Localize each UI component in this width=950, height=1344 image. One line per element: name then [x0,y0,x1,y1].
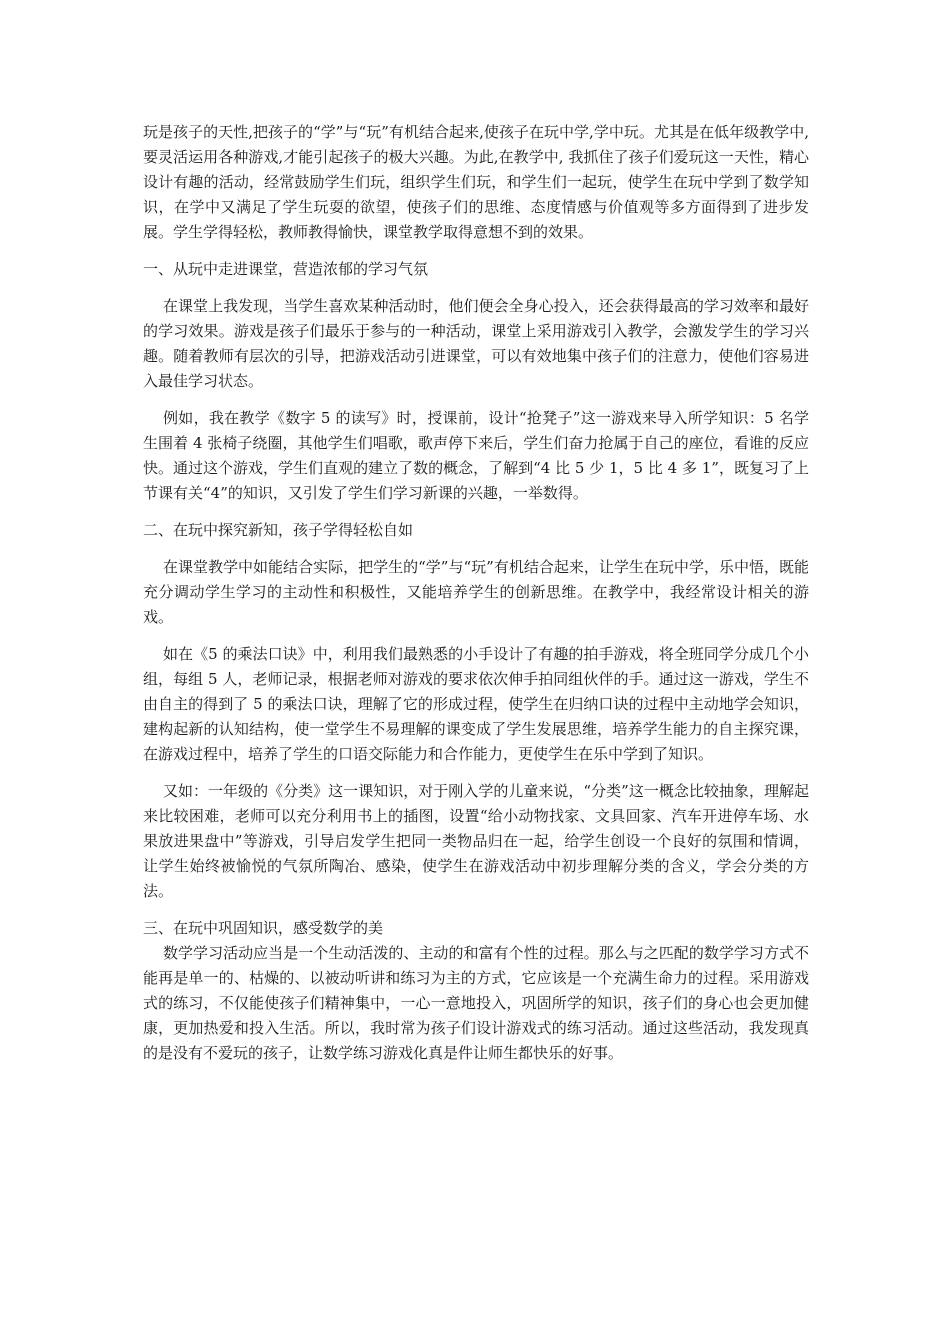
section-1-paragraph-1: 在课堂上我发现，当学生喜欢某种活动时，他们便会全身心投入，还会获得最高的学习效率和最好的学习效果。游戏是孩子们最乐于参与的一种活动，课堂上采用游戏引入教学，会激发学生的学习兴趣。随着教师有层次的引导，把游戏活动引进课堂，可以有效地集中孩子们的注意力，使他们容易进入最佳学习状态。 [143,297,809,390]
section-1-paragraph-2: 例如，我在教学《数字 5 的读写》时，授课前，设计“抢凳子”这一游戏来导入所学知识：5 名学生围着 4 张椅子绕圈，其他学生们唱歌，歌声停下来后，学生们奋力抢属于自己的座位，看谁的反应快。通过这个游戏，学生们直观的建立了数的概念，了解到“4 比 5 少 1，5 比 4 多 1”，既复习了上节课有关“4”的知识，又引发了学生们学习新课的兴趣，一举数得。 [143,409,809,502]
document-page [143,120,809,1066]
section-2-heading: 二、在玩中探究新知，孩子学得轻松自如 [143,521,414,539]
section-2-paragraph-3: 又如：一年级的《分类》这一课知识，对于刚入学的儿童来说，“分类”这一概念比较抽象，理解起来比较困难，老师可以充分利用书上的插图，设置“给小动物找家、文具回家、汽车开进停车场、水果放进果盘中”等游戏，引导启发学生把同一类物品归在一起，给学生创设一个良好的氛围和情调，让学生始终被愉悦的气氛所陶冶、感染，使学生在游戏活动中初步理解分类的含义，学会分类的方法。 [143,782,809,900]
intro-paragraph: 玩是孩子的天性,把孩子的“学”与“玩”有机结合起来,使孩子在玩中学,学中玩。尤其是在低年级教学中,要灵活运用各种游戏,才能引起孩子的极大兴趣。为此,在教学中, 我抓住了孩子们爱玩这一天性，精心设计有趣的活动，经常鼓励学生们玩，组织学生们玩，和学生们一起玩，使学生在玩中学到了数学知识，在学中又满足了学生玩耍的欲望，使孩子们的思维、态度情感与价值观等多方面得到了进步发展。学生学得轻松，教师教得愉快，课堂教学取得意想不到的效果。 [143,123,809,241]
section-2-paragraph-1: 在课堂教学中如能结合实际，把学生的“学”与“玩”有机结合起来，让学生在玩中学，乐中悟，既能充分调动学生学习的主动性和积极性，又能培养学生的创新思维。在教学中，我经常设计相关的游戏。 [143,558,809,626]
section-3-heading: 三、在玩中巩固知识，感受数学的美 [143,919,384,937]
section-3-paragraph-1: 数学学习活动应当是一个生动活泼的、主动的和富有个性的过程。那么与之匹配的数学学习方式不能再是单一的、枯燥的、以被动听讲和练习为主的方式，它应该是一个充满生命力的过程。采用游戏式的练习，不仅能使孩子们精神集中，一心一意地投入，巩固所学的知识，孩子们的身心也会更加健康，更加热爱和投入生活。所以，我时常为孩子们设计游戏式的练习活动。通过这些活动，我发现真的是没有不爱玩的孩子，让数学练习游戏化真是件让师生都快乐的好事。 [143,944,809,1062]
section-1-heading: 一、从玩中走进课堂，营造浓郁的学习气氛 [143,260,429,278]
section-2-paragraph-2: 如在《5 的乘法口诀》中，利用我们最熟悉的小手设计了有趣的拍手游戏，将全班同学分成几个小组，每组 5 人，老师记录，根据老师对游戏的要求依次伸手拍同组伙伴的手。通过这一游戏，学生不由自主的得到了 5 的乘法口诀，理解了它的形成过程，使学生在归纳口诀的过程中主动地学会知识，建构起新的认知结构，使一堂学生不易理解的课变成了学生发展思维，培养学生能力的自主探究课，在游戏过程中，培养了学生的口语交际能力和合作能力，更使学生在乐中学到了知识。 [143,645,809,763]
